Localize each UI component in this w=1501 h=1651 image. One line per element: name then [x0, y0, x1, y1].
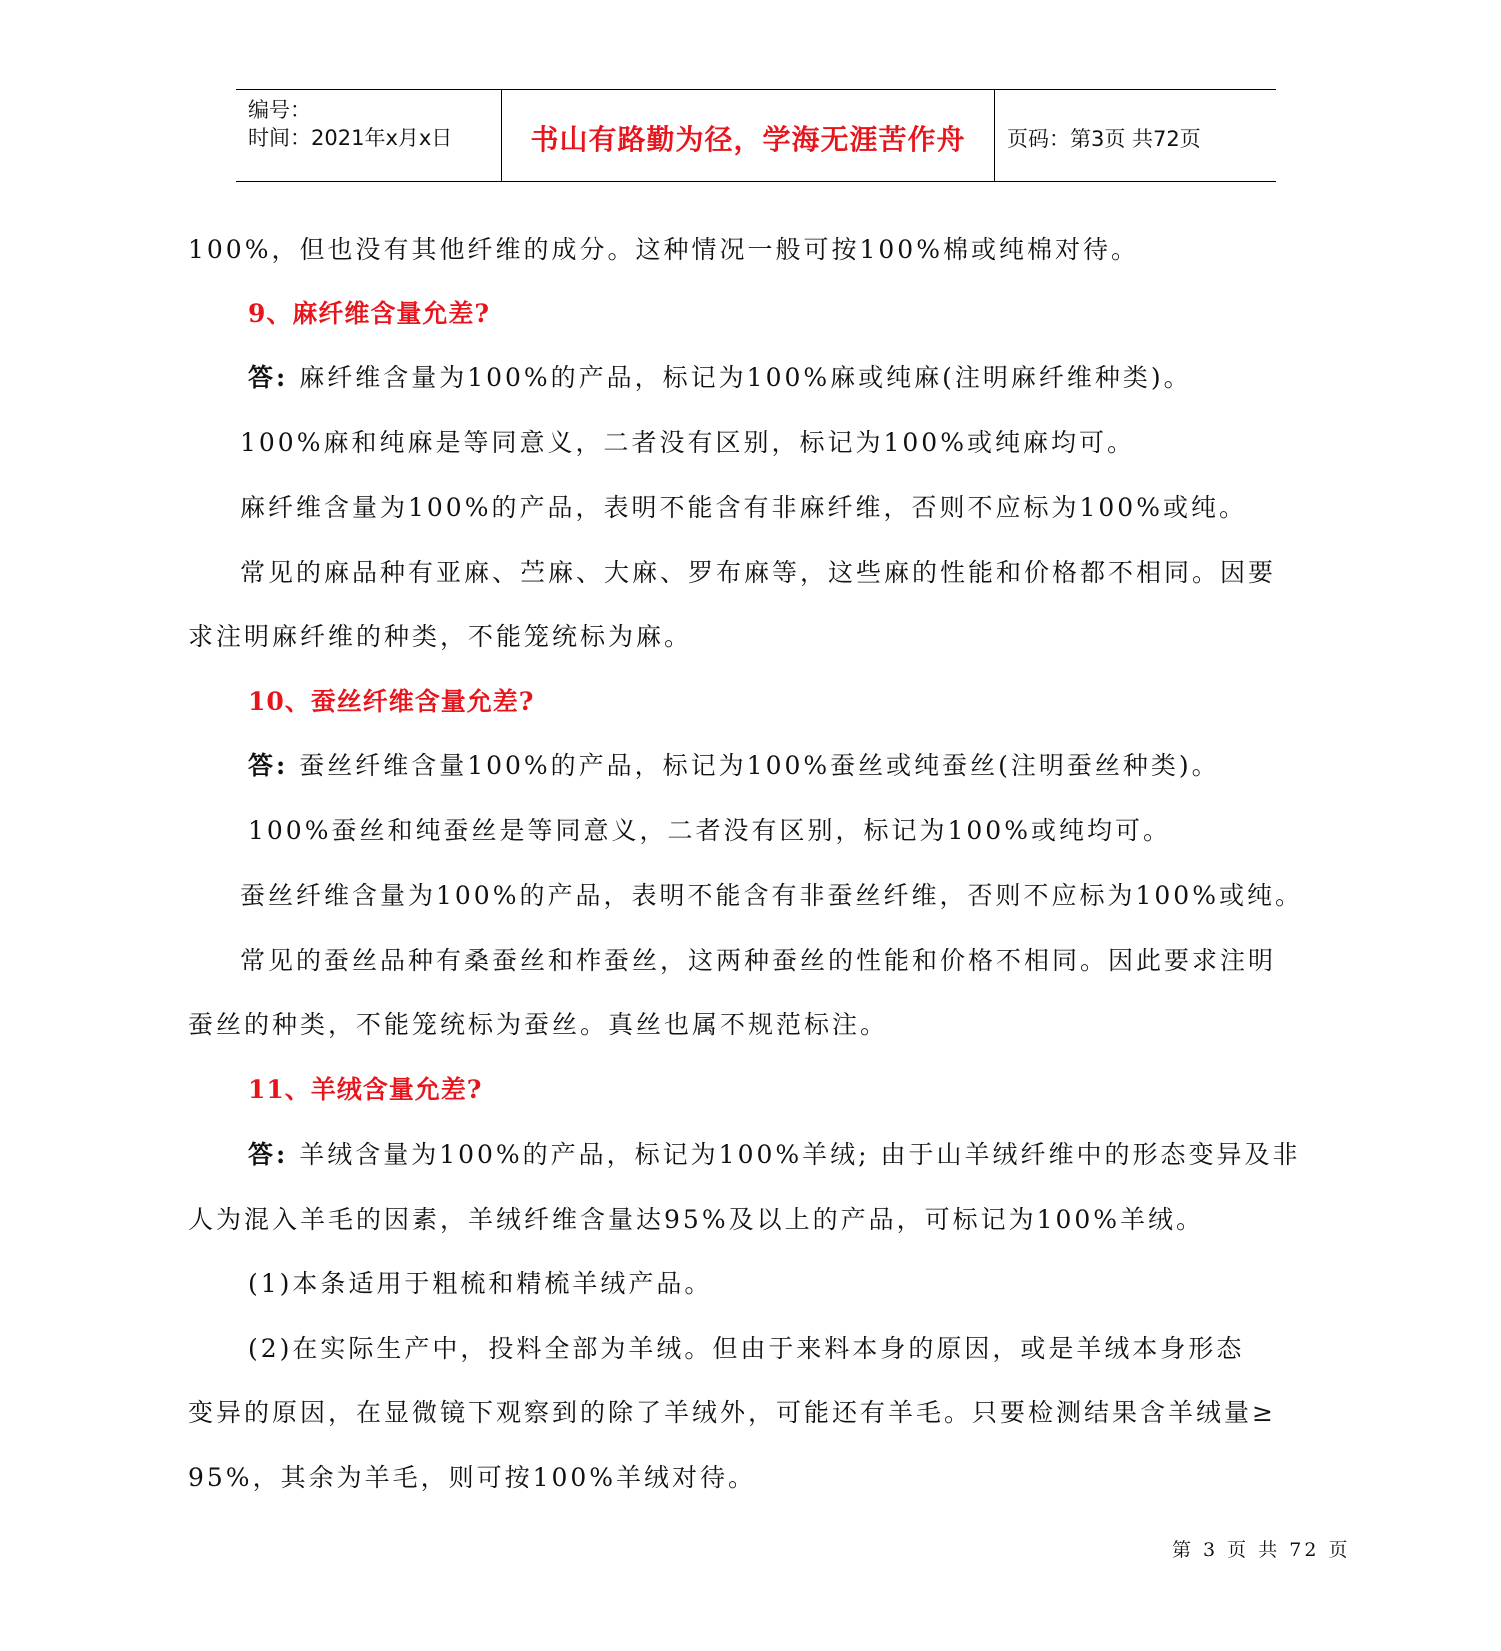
header-page-number: 页码：第3页 共72页 — [1007, 127, 1201, 151]
answer-11-line-1 — [248, 1135, 1301, 1171]
page-footer-number: 第 3 页 共 72 页 — [1172, 1539, 1351, 1561]
body-line: 100%，但也没有其他纤维的成分。这种情况一般可按100%棉或纯棉对待。 — [188, 235, 1139, 264]
document-code-label: 编号： — [248, 98, 311, 122]
answer-label: 答: — [248, 751, 289, 780]
header-page-cell — [995, 90, 1276, 181]
answer-10-line-5: 蚕丝的种类，不能笼统标为蚕丝。真丝也属不规范标注。 — [188, 1010, 889, 1039]
answer-10-line-4: 常见的蚕丝品种有桑蚕丝和柞蚕丝，这两种蚕丝的性能和价格不相同。因此要求注明 — [240, 946, 1277, 975]
answer-11-line-5: 变异的原因，在显微镜下观察到的除了羊绒外，可能还有羊毛。只要检测结果含羊绒量≥ — [188, 1398, 1276, 1427]
answer-11-line-4: (2)在实际生产中，投料全部为羊绒。但由于来料本身的原因，或是羊绒本身形态 — [248, 1334, 1245, 1363]
answer-10-line-3: 蚕丝纤维含量为100%的产品，表明不能含有非蚕丝纤维，否则不应标为100%或纯。 — [240, 881, 1303, 910]
answer-text: 羊绒含量为100%的产品，标记为100%羊绒; 由于山羊绒纤维中的形态变异及非 — [299, 1140, 1301, 1169]
header-motto-cell — [502, 90, 995, 181]
answer-11-line-3: (1)本条适用于粗梳和精梳羊绒产品。 — [248, 1269, 713, 1298]
page-header — [236, 89, 1276, 182]
answer-11-line-2: 人为混入羊毛的因素，羊绒纤维含量达95%及以上的产品，可标记为100%羊绒。 — [188, 1205, 1205, 1234]
answer-label: 答: — [248, 1140, 289, 1169]
answer-label: 答: — [248, 363, 289, 392]
answer-text: 蚕丝纤维含量100%的产品，标记为100%蚕丝或纯蚕丝(注明蚕丝种类)。 — [299, 751, 1220, 780]
answer-text: 麻纤维含量为100%的产品，标记为100%麻或纯麻(注明麻纤维种类)。 — [299, 363, 1192, 392]
document-time-label: 时间：2021年x月x日 — [248, 126, 453, 150]
answer-10-line-1 — [248, 746, 1220, 782]
question-heading-10: 10、蚕丝纤维含量允差? — [248, 687, 535, 716]
answer-9-line-2: 100%麻和纯麻是等同意义，二者没有区别，标记为100%或纯麻均可。 — [240, 428, 1135, 457]
question-heading-9: 9、麻纤维含量允差? — [248, 299, 491, 328]
answer-11-line-6: 95%，其余为羊毛，则可按100%羊绒对待。 — [188, 1463, 757, 1492]
answer-10-line-2: 100%蚕丝和纯蚕丝是等同意义，二者没有区别，标记为100%或纯均可。 — [248, 816, 1171, 845]
question-heading-11: 11、羊绒含量允差? — [248, 1075, 483, 1104]
header-info-cell — [236, 90, 502, 181]
answer-9-line-5: 求注明麻纤维的种类，不能笼统标为麻。 — [188, 622, 693, 651]
header-motto: 书山有路勤为径，学海无涯苦作舟 — [530, 123, 966, 156]
answer-9-line-4: 常见的麻品种有亚麻、苎麻、大麻、罗布麻等，这些麻的性能和价格都不相同。因要 — [240, 558, 1277, 587]
answer-9-line-3: 麻纤维含量为100%的产品，表明不能含有非麻纤维，否则不应标为100%或纯。 — [240, 493, 1247, 522]
answer-9-line-1 — [248, 358, 1192, 394]
